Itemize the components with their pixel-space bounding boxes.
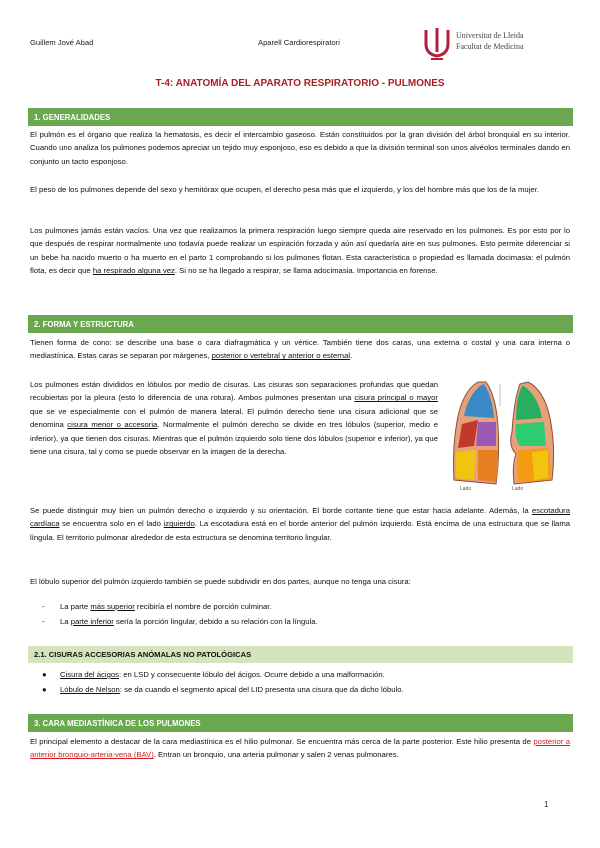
underlined-text: escotadura cardíaca <box>30 506 570 529</box>
logo-line-1: Universitat de Lleida <box>456 31 524 40</box>
page-number: 1 <box>544 800 549 809</box>
paragraph: Tienen forma de cono: se describe una base o cara diafragmática y un vértice. También tiene dos caras, una externa o costal y una cara interna o mediastínica. Estas caras se separan por márgenes, posterior o vertebral y anterior o esternal. <box>30 338 570 361</box>
underlined-text: cisura menor o accesoria <box>67 420 158 430</box>
section-heading-cara-mediastinica: 3. CARA MEDIASTÍNICA DE LOS PULMONES <box>28 714 573 732</box>
lungs-lobes-illustration <box>444 376 564 494</box>
paragraph: El lóbulo superior del pulmón izquierdo también se puede subdividir en dos partes, aunque no tenga una cisura: <box>30 577 411 586</box>
paragraph: El pulmón es el órgano que realiza la hematosis, es decir el intercambio gaseoso. Están constituidos por la gran división del árbol bronquial en su interior. Cuando uno analiza los pulmones podemos apreciar un tejido muy esponjoso, eso es debido a que la división terminal son unos alvéolos terminales dando en conjunto un tacto esponjoso. <box>30 130 570 166</box>
document-title: T-4: ANATOMÍA DEL APARATO RESPIRATORIO - PULMONES <box>155 78 445 89</box>
underlined-text: cisura principal o mayor <box>354 393 438 403</box>
figure-caption-left: Lado <box>460 486 472 492</box>
list-item: ● Cisura del ácigos: en LSD y consecuente lóbulo del ácigos. Ocurre debido a una malformación. <box>42 670 385 679</box>
list-item: ● Lóbulo de Nelson: se da cuando el segmento apical del LID presenta una cisura que da dicho lóbulo. <box>42 685 404 694</box>
subsection-heading-cisuras-accesorias: 2.1. CISURAS ACCESORIAS ANÓMALAS NO PATOLÓGICAS <box>28 646 573 663</box>
underlined-text: ha respirado alguna vez <box>92 266 175 276</box>
paragraph: Se puede distinguir muy bien un pulmón derecho o izquierdo y su orientación. El borde cortante tiene que estar hacia adelante. Además, la escotadura cardíaca se encuentra solo en el lado izquierdo. La escotadura está en el borde anterior del pulmón izquierdo. Está encima de una estructura que se llama língula. El territorio pulmonar alrededor de esta estructura se denomina territorio lingular. <box>30 506 570 542</box>
underlined-text: posterior o vertebral y anterior o esternal <box>211 351 351 361</box>
university-emblem-icon <box>420 26 454 60</box>
logo-line-2: Facultat de Medicina <box>456 42 524 51</box>
paragraph: El peso de los pulmones depende del sexo y hemitórax que ocupen, el derecho pesa más que el izquierdo, y los del hombre más que los de la mujer. <box>30 185 539 194</box>
list-item: - La parte inferior sería la porción lingular, debido a su relación con la língula. <box>42 617 318 626</box>
highlighted-red-text: posterior a anterior bronquio-arteria-vena (BAV) <box>30 737 571 760</box>
paragraph: Los pulmones jamás están vacíos. Una vez que realizamos la primera respiración luego siempre queda aire reservado en los pulmones. Es por esto por lo que después de respirar normalmente uno todavía puede realizar un espiración forzada y aún así quedaría aire en sus pulmones. Esto permite diferenciar si un bebe ha nacido muerto o ha muerto en el parto 1 comprobando si los pulmones flotan. Esta característica o propiedad es llamada docimasia: el pulmón flota, es decir que ha respirado alguna vez. Si no se ha llegado a respirar, se llama adocimasia. Importancia en forense. <box>30 226 570 276</box>
paragraph: Los pulmones están divididos en lóbulos por medio de cisuras. Las cisuras son separaciones profundas que quedan recubiertas por la pleura (esto lo diferencia de una rotura). Ambos pulmones presentan una cisura principal o mayor que se ve especialmente con el pulmón de manera lateral. El pulmón derecho tiene una cisura adicional que se denomina cisura menor o accesoria. Normalmente el pulmón derecho se divide en tres lóbulos (superior, medio e inferior), ya que tienen dos cisuras. Mientras que el pulmón izquierdo solo tiene dos lóbulos (superior e inferior), ya que tiene una cisura, tal y como se puede observar en la imagen de la derecha. <box>30 380 438 457</box>
section-heading-generalidades: 1. GENERALIDADES <box>28 108 573 126</box>
underlined-text: izquierdo <box>163 519 195 529</box>
underlined-text: Cisura del ácigos <box>60 670 119 679</box>
paragraph: El principal elemento a destacar de la cara mediastínica es el hilio pulmonar. Se encuentra más cerca de la parte posterior. Este hilio presenta de posterior a anterior bronquio-arteria-vena (BAV). Entran un bronquio, una arteria pulmonar y salen 2 venas pulmonares. <box>30 737 571 760</box>
university-logo <box>420 26 570 60</box>
list-item: - La parte más superior recibiría el nombre de porción culminar. <box>42 602 272 611</box>
header-subject: Aparell Cardiorespiratori <box>258 38 340 47</box>
section-heading-forma-estructura: 2. FORMA Y ESTRUCTURA <box>28 315 573 333</box>
underlined-text: parte inferior <box>70 617 114 626</box>
figure-caption-right: Lado <box>512 486 524 492</box>
underlined-text: más superior <box>90 602 135 611</box>
header-author: Guillem Jové Abad <box>30 38 94 47</box>
underlined-text: Lóbulo de Nelson <box>60 685 120 694</box>
